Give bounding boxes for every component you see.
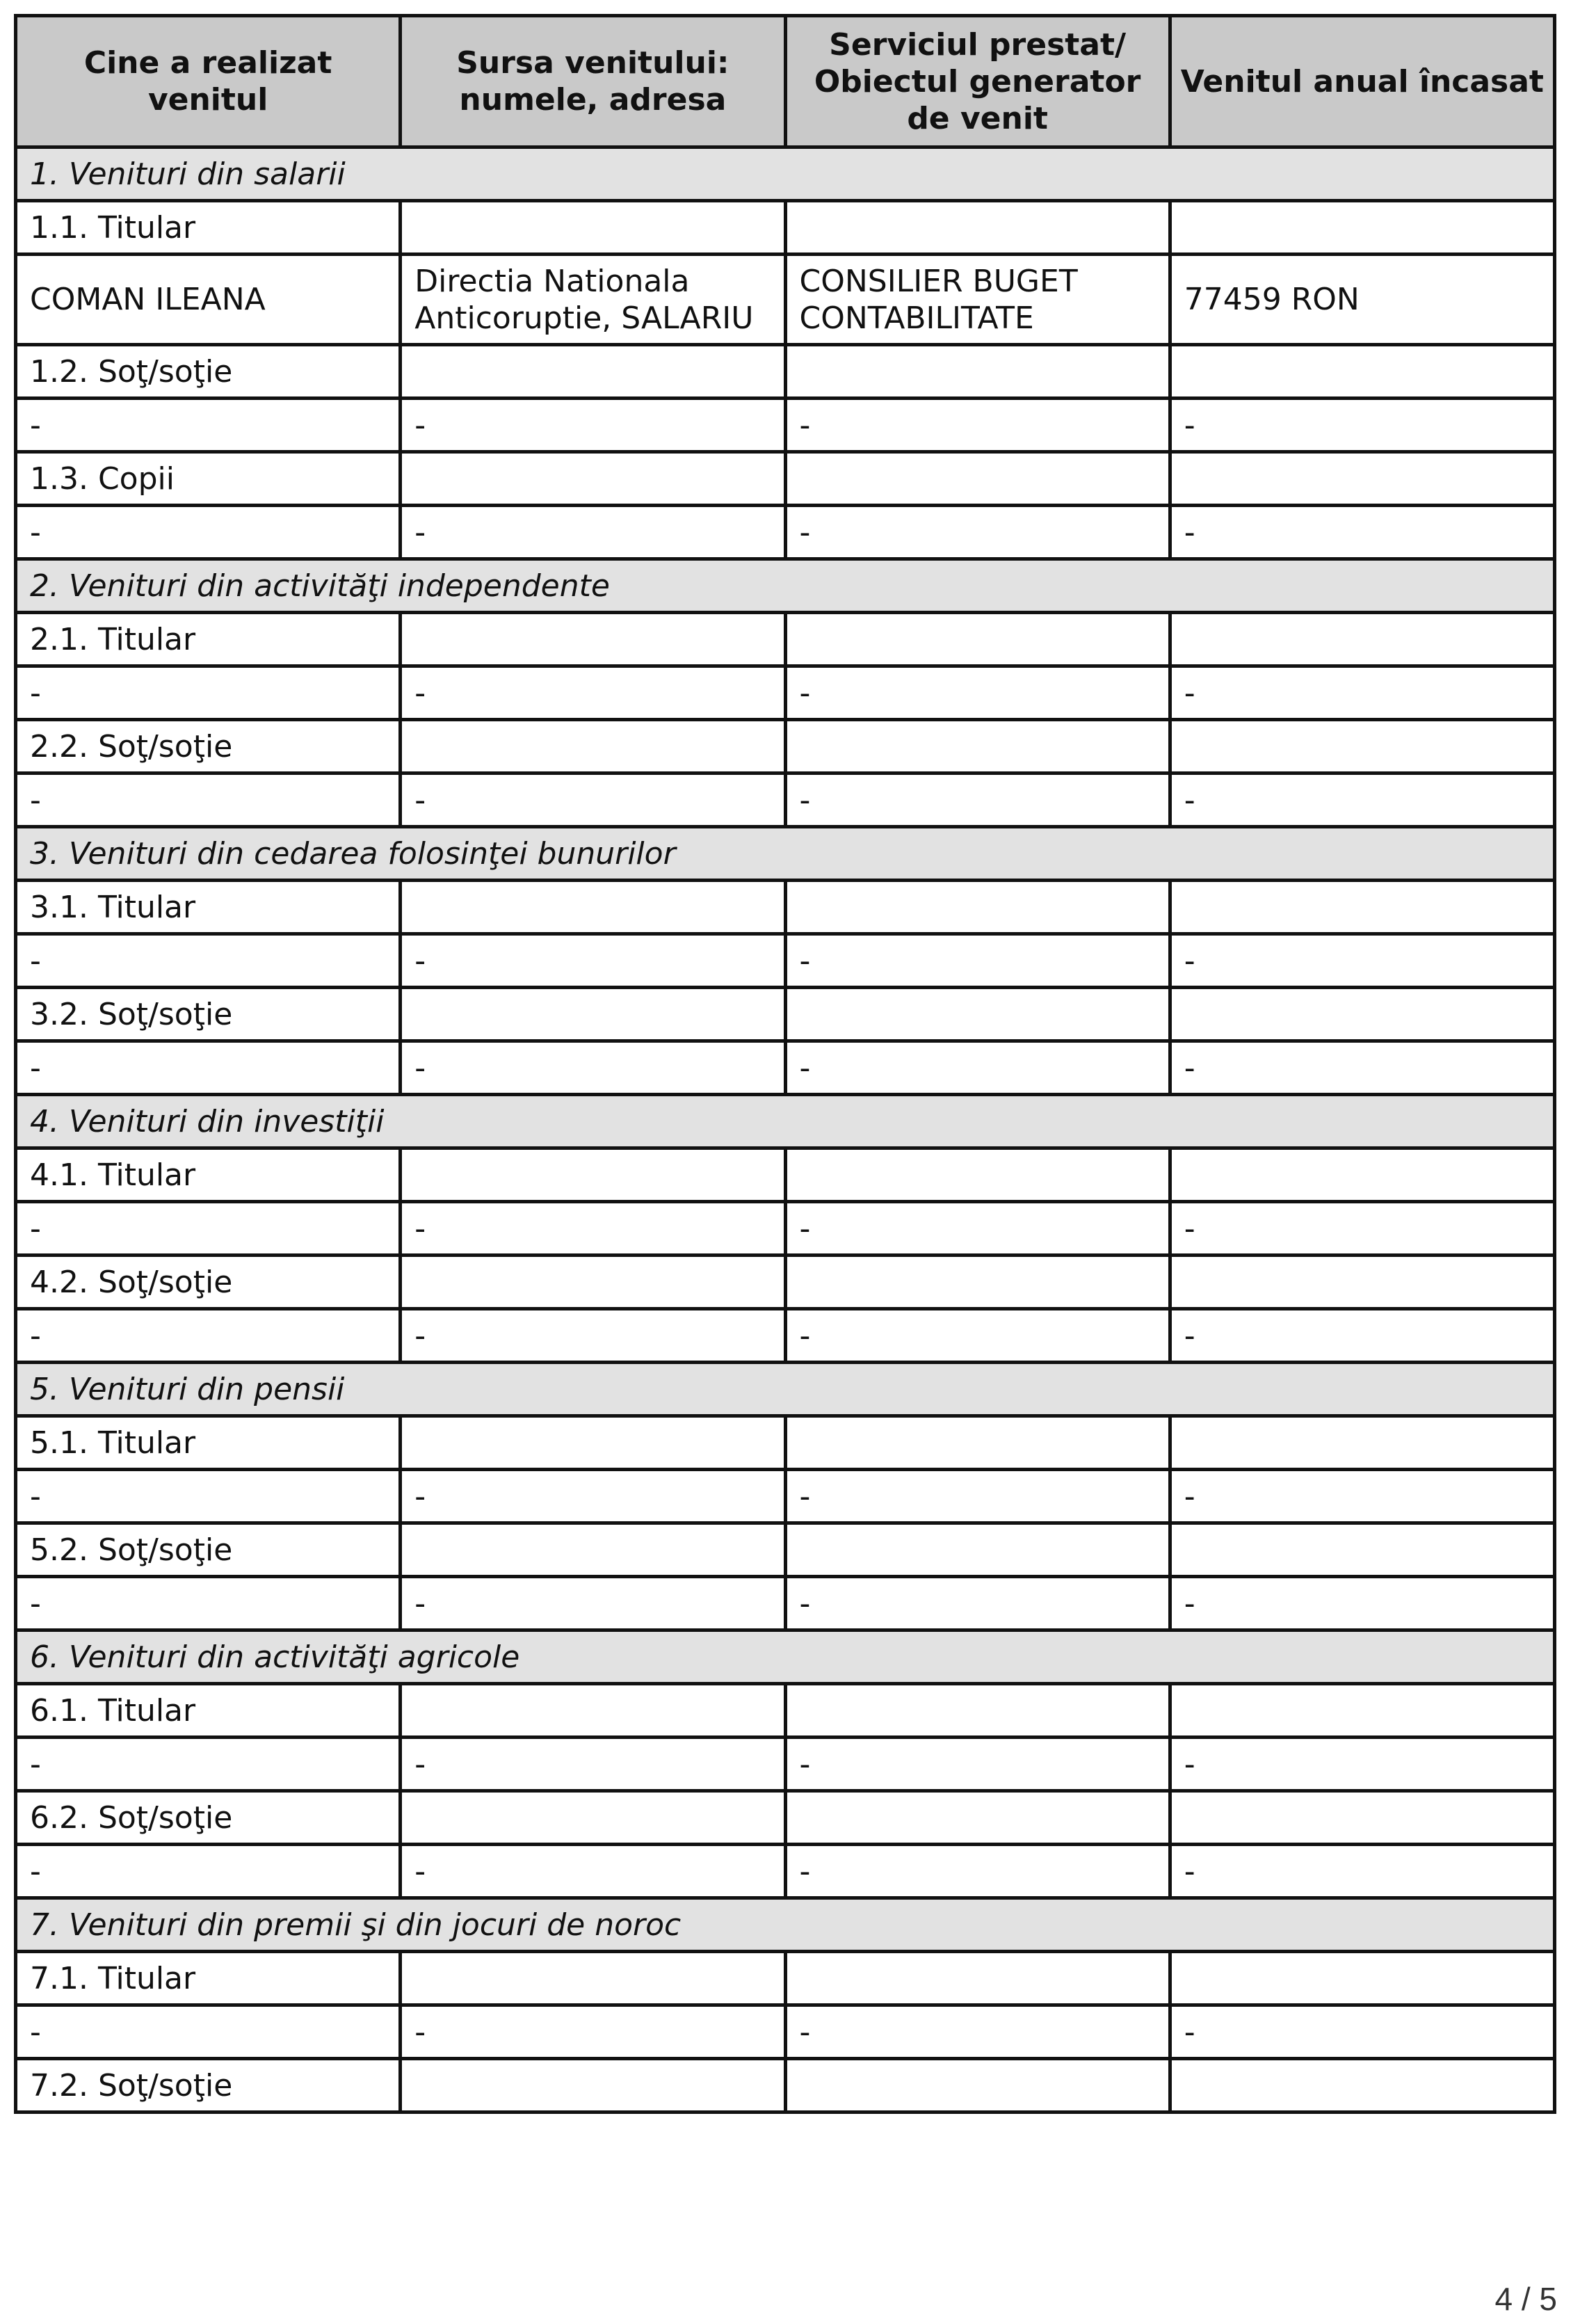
cell-service-provided: - (785, 506, 1170, 559)
cell-service-provided: - (785, 934, 1170, 988)
cell-income-source: - (401, 399, 785, 452)
cell-income-source (401, 1416, 785, 1470)
cell-annual-income: - (1170, 1577, 1554, 1630)
section-title: 4. Venituri din investiţii (16, 1095, 1555, 1148)
cell-earner: 6.1. Titular (16, 1684, 401, 1738)
cell-annual-income (1170, 613, 1554, 666)
cell-service-provided (785, 1523, 1170, 1577)
section-title: 1. Venituri din salarii (16, 147, 1555, 201)
cell-annual-income: - (1170, 1202, 1554, 1256)
cell-earner: 2.1. Titular (16, 613, 401, 666)
cell-annual-income (1170, 1684, 1554, 1738)
cell-annual-income (1170, 1256, 1554, 1309)
cell-income-source (401, 1684, 785, 1738)
cell-service-provided: - (785, 2005, 1170, 2059)
cell-service-provided (785, 1684, 1170, 1738)
table-row (16, 2005, 1555, 2059)
section-title: 6. Venituri din activităţi agricole (16, 1630, 1555, 1684)
cell-service-provided (785, 881, 1170, 934)
section-row (16, 1630, 1555, 1684)
cell-earner: - (16, 399, 401, 452)
cell-income-source: - (401, 1202, 785, 1256)
subsection-row (16, 988, 1555, 1041)
cell-service-provided (785, 1148, 1170, 1202)
cell-earner: 3.1. Titular (16, 881, 401, 934)
table-row (16, 1577, 1555, 1630)
section-row (16, 559, 1555, 613)
income-declaration-table (14, 14, 1556, 2114)
cell-income-source (401, 988, 785, 1041)
table-row (16, 506, 1555, 559)
cell-service-provided (785, 1256, 1170, 1309)
section-title: 2. Venituri din activităţi independente (16, 559, 1555, 613)
cell-earner: - (16, 506, 401, 559)
subsection-row (16, 452, 1555, 506)
cell-earner: - (16, 1577, 401, 1630)
cell-income-source: - (401, 934, 785, 988)
subsection-row (16, 1148, 1555, 1202)
cell-earner: - (16, 773, 401, 827)
table-row (16, 399, 1555, 452)
cell-earner: 5.1. Titular (16, 1416, 401, 1470)
cell-income-source (401, 1256, 785, 1309)
cell-income-source: Directia Nationala Anticoruptie, SALARIU (401, 255, 785, 345)
section-title: 3. Venituri din cedarea folosinţei bunurilor (16, 827, 1555, 881)
cell-annual-income: - (1170, 666, 1554, 720)
cell-service-provided: - (785, 1041, 1170, 1095)
section-title: 7. Venituri din premii şi din jocuri de noroc (16, 1898, 1555, 1952)
subsection-row (16, 1952, 1555, 2005)
cell-service-provided: - (785, 1309, 1170, 1363)
cell-annual-income (1170, 988, 1554, 1041)
cell-income-source: - (401, 1577, 785, 1630)
cell-annual-income (1170, 881, 1554, 934)
cell-income-source: - (401, 1470, 785, 1523)
cell-earner: 1.2. Soţ/soţie (16, 345, 401, 399)
cell-service-provided: - (785, 1202, 1170, 1256)
cell-earner: COMAN ILEANA (16, 255, 401, 345)
cell-annual-income: - (1170, 773, 1554, 827)
cell-service-provided: - (785, 1470, 1170, 1523)
cell-earner: 2.2. Soţ/soţie (16, 720, 401, 773)
cell-income-source (401, 881, 785, 934)
cell-service-provided (785, 201, 1170, 255)
cell-income-source (401, 452, 785, 506)
cell-earner: 6.2. Soţ/soţie (16, 1791, 401, 1845)
cell-service-provided: CONSILIER BUGET CONTABILITATE (785, 255, 1170, 345)
cell-income-source (401, 1523, 785, 1577)
cell-income-source: - (401, 2005, 785, 2059)
cell-earner: - (16, 666, 401, 720)
cell-earner: - (16, 2005, 401, 2059)
cell-service-provided (785, 720, 1170, 773)
cell-service-provided: - (785, 1845, 1170, 1898)
cell-earner: 1.3. Copii (16, 452, 401, 506)
subsection-row (16, 1416, 1555, 1470)
column-header-income-source: Sursa venitului: numele, adresa (401, 16, 785, 147)
cell-service-provided: - (785, 773, 1170, 827)
cell-income-source (401, 1791, 785, 1845)
cell-income-source (401, 720, 785, 773)
cell-earner: - (16, 1845, 401, 1898)
cell-service-provided (785, 1791, 1170, 1845)
page-number: 4 / 5 (1494, 2281, 1557, 2317)
cell-income-source: - (401, 773, 785, 827)
table-row (16, 666, 1555, 720)
cell-earner: - (16, 1041, 401, 1095)
cell-service-provided (785, 1952, 1170, 2005)
subsection-row (16, 720, 1555, 773)
cell-annual-income (1170, 1416, 1554, 1470)
cell-earner: 4.1. Titular (16, 1148, 401, 1202)
subsection-row (16, 613, 1555, 666)
header-row (16, 16, 1555, 147)
table-row (16, 934, 1555, 988)
cell-annual-income: - (1170, 1309, 1554, 1363)
cell-earner: 7.2. Soţ/soţie (16, 2059, 401, 2112)
cell-annual-income (1170, 1791, 1554, 1845)
cell-annual-income: - (1170, 2005, 1554, 2059)
cell-earner: 1.1. Titular (16, 201, 401, 255)
cell-income-source (401, 345, 785, 399)
cell-income-source: - (401, 1738, 785, 1791)
cell-service-provided: - (785, 399, 1170, 452)
subsection-row (16, 345, 1555, 399)
cell-earner: - (16, 1309, 401, 1363)
cell-service-provided (785, 1416, 1170, 1470)
cell-earner: - (16, 1738, 401, 1791)
table-row (16, 1738, 1555, 1791)
subsection-row (16, 1256, 1555, 1309)
section-row (16, 827, 1555, 881)
table-row (16, 255, 1555, 345)
cell-earner: - (16, 1470, 401, 1523)
table-header (16, 16, 1555, 147)
cell-annual-income (1170, 452, 1554, 506)
cell-annual-income (1170, 201, 1554, 255)
cell-annual-income: - (1170, 1738, 1554, 1791)
section-row (16, 147, 1555, 201)
subsection-row (16, 881, 1555, 934)
cell-income-source (401, 1952, 785, 2005)
table-row (16, 773, 1555, 827)
cell-earner: 3.2. Soţ/soţie (16, 988, 401, 1041)
cell-annual-income: - (1170, 934, 1554, 988)
column-header-earner: Cine a realizat venitul (16, 16, 401, 147)
cell-annual-income: - (1170, 506, 1554, 559)
cell-income-source (401, 1148, 785, 1202)
cell-earner: 7.1. Titular (16, 1952, 401, 2005)
cell-service-provided: - (785, 1577, 1170, 1630)
cell-income-source (401, 201, 785, 255)
cell-service-provided (785, 2059, 1170, 2112)
cell-annual-income (1170, 2059, 1554, 2112)
cell-earner: 4.2. Soţ/soţie (16, 1256, 401, 1309)
cell-annual-income: - (1170, 1845, 1554, 1898)
subsection-row (16, 201, 1555, 255)
section-title: 5. Venituri din pensii (16, 1363, 1555, 1416)
cell-annual-income (1170, 345, 1554, 399)
section-row (16, 1898, 1555, 1952)
cell-annual-income (1170, 720, 1554, 773)
cell-income-source: - (401, 1309, 785, 1363)
table-row (16, 1309, 1555, 1363)
cell-annual-income (1170, 1523, 1554, 1577)
cell-annual-income (1170, 1148, 1554, 1202)
subsection-row (16, 2059, 1555, 2112)
column-header-annual-income: Venitul anual încasat (1170, 16, 1554, 147)
column-header-service-provided: Serviciul prestat/ Obiectul generator de venit (785, 16, 1170, 147)
cell-service-provided (785, 988, 1170, 1041)
table-row (16, 1845, 1555, 1898)
cell-income-source: - (401, 1845, 785, 1898)
subsection-row (16, 1684, 1555, 1738)
cell-income-source (401, 613, 785, 666)
section-row (16, 1095, 1555, 1148)
cell-service-provided (785, 613, 1170, 666)
table-body (16, 147, 1555, 2112)
cell-service-provided: - (785, 1738, 1170, 1791)
table-row (16, 1041, 1555, 1095)
cell-income-source: - (401, 666, 785, 720)
table-row (16, 1470, 1555, 1523)
subsection-row (16, 1791, 1555, 1845)
cell-annual-income (1170, 1952, 1554, 2005)
cell-service-provided: - (785, 666, 1170, 720)
cell-earner: - (16, 934, 401, 988)
cell-income-source: - (401, 1041, 785, 1095)
cell-annual-income: - (1170, 1041, 1554, 1095)
cell-income-source (401, 2059, 785, 2112)
cell-service-provided (785, 452, 1170, 506)
cell-service-provided (785, 345, 1170, 399)
cell-annual-income: - (1170, 1470, 1554, 1523)
table-row (16, 1202, 1555, 1256)
section-row (16, 1363, 1555, 1416)
cell-earner: 5.2. Soţ/soţie (16, 1523, 401, 1577)
subsection-row (16, 1523, 1555, 1577)
cell-earner: - (16, 1202, 401, 1256)
cell-income-source: - (401, 506, 785, 559)
cell-annual-income: - (1170, 399, 1554, 452)
cell-annual-income: 77459 RON (1170, 255, 1554, 345)
